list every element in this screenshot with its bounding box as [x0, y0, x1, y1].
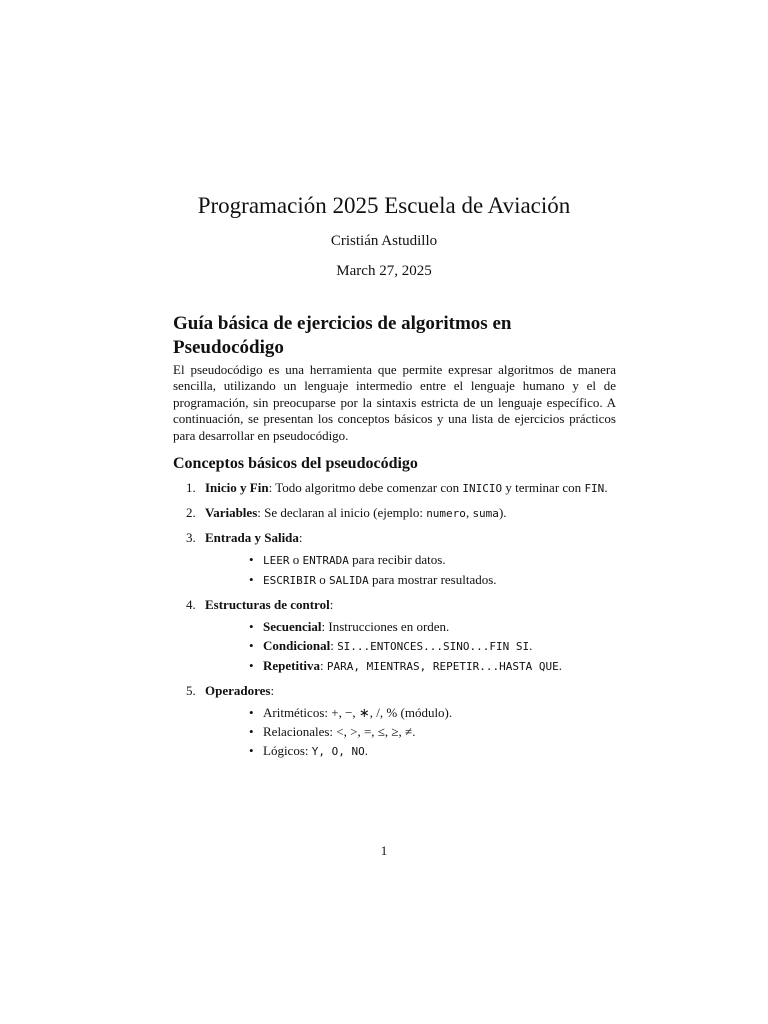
sub-list-item	[205, 619, 618, 635]
concepts-list	[173, 480, 618, 768]
list-item-desc: ).	[498, 505, 507, 520]
section-title: Guía básica de ejercicios de algoritmos en Pseudocódigo	[173, 313, 512, 358]
list-item-term: Entrada y Salida	[205, 530, 299, 545]
list-item	[173, 683, 618, 760]
code-keyword: INICIO	[462, 482, 503, 495]
list-item-suffix: :	[329, 597, 334, 612]
sub-item-text: .	[364, 743, 368, 758]
sub-list	[205, 552, 618, 589]
subsection-title: Conceptos básicos del pseudocódigo	[173, 455, 418, 472]
list-item-term: Estructuras de control	[205, 597, 330, 612]
code-keyword: numero	[426, 507, 466, 520]
list-item-number: 5.	[186, 683, 196, 698]
list-item-text	[205, 597, 618, 613]
sub-list-item	[205, 743, 618, 760]
sub-list-item	[205, 658, 618, 675]
sub-item-text: o	[289, 552, 303, 567]
list-item	[173, 505, 618, 522]
sub-item-term: Repetitiva	[263, 658, 321, 673]
list-item-text	[205, 530, 618, 546]
list-item-text	[205, 480, 618, 497]
sub-item-text: (módulo).	[397, 705, 453, 720]
sub-list-item	[205, 638, 618, 655]
sub-list-item	[205, 724, 618, 740]
sub-list-item	[205, 705, 618, 721]
document-date: March 27, 2025	[336, 263, 432, 279]
code-keyword: SI...ENTONCES...SINO...FIN SI	[337, 640, 530, 653]
code-keyword: PARA, MIENTRAS, REPETIR...HASTA QUE	[326, 660, 559, 673]
list-item	[173, 597, 618, 675]
list-item-number: 3.	[186, 530, 196, 545]
sub-item-text: .	[558, 658, 562, 673]
list-item-desc: : Se declaran al inicio (ejemplo:	[257, 505, 427, 520]
math-operators: <, >, =, ≤, ≥, ≠	[336, 724, 413, 739]
intro-paragraph: El pseudocódigo es una herramienta que permite expresar algoritmos de manera sencilla, utilizando un lenguaje intermedio entre el lenguaje humano y el de programación, sin preocuparse por la sintaxis estricta de un lenguaje específico. A continuación, se presentan los conceptos básicos y una lista de ejercicios prácticos para desarrollar en pseudocódigo.	[173, 362, 616, 443]
code-keyword: LEER	[263, 554, 290, 567]
list-item-term: Variables	[205, 505, 258, 520]
sub-item-text: : Instrucciones en orden.	[321, 619, 450, 634]
sub-list	[205, 619, 618, 675]
list-item-term: Operadores	[205, 683, 271, 698]
list-item-text	[205, 505, 618, 522]
sub-item-text: Lógicos:	[263, 743, 312, 758]
list-item-desc: y terminar con	[502, 480, 585, 495]
document-title: Programación 2025 Escuela de Aviación	[197, 193, 571, 218]
sub-item-text: .	[529, 638, 533, 653]
sub-list-item	[205, 572, 618, 589]
sub-item-text: o	[315, 572, 329, 587]
math-operators: +, −, ∗, /, %	[331, 705, 398, 720]
document-author: Cristián Astudillo	[330, 233, 438, 249]
sub-list	[205, 705, 618, 760]
list-item-suffix: :	[298, 530, 303, 545]
sub-list-item	[205, 552, 618, 569]
sub-item-term: Secuencial	[263, 619, 322, 634]
sub-item-text: .	[412, 724, 416, 739]
list-item-text	[205, 683, 618, 699]
list-item	[173, 480, 618, 497]
sub-item-text: Relacionales:	[263, 724, 337, 739]
sub-item-text: para mostrar resultados.	[368, 572, 497, 587]
list-item-number: 1.	[186, 480, 196, 495]
sub-item-text: :	[330, 638, 338, 653]
list-item-number: 4.	[186, 597, 196, 612]
list-item-suffix: :	[270, 683, 275, 698]
code-keyword: FIN	[584, 482, 605, 495]
sub-item-text: para recibir datos.	[348, 552, 446, 567]
sub-item-text: Aritméticos:	[263, 705, 332, 720]
list-item-desc: : Todo algoritmo debe comenzar con	[268, 480, 463, 495]
list-item-desc: .	[604, 480, 608, 495]
code-keyword: SALIDA	[328, 574, 369, 587]
list-item	[173, 530, 618, 589]
list-item-number: 2.	[186, 505, 196, 520]
code-keyword: ENTRADA	[302, 554, 349, 567]
list-item-term: Inicio y Fin	[205, 480, 269, 495]
code-keyword: suma	[472, 507, 499, 520]
code-keyword: Y, O, NO	[311, 745, 365, 758]
sub-item-text: :	[320, 658, 327, 673]
code-keyword: ESCRIBIR	[263, 574, 316, 587]
list-item-desc: ,	[465, 505, 473, 520]
page-number: 1	[380, 843, 388, 858]
sub-item-term: Condicional	[263, 638, 331, 653]
